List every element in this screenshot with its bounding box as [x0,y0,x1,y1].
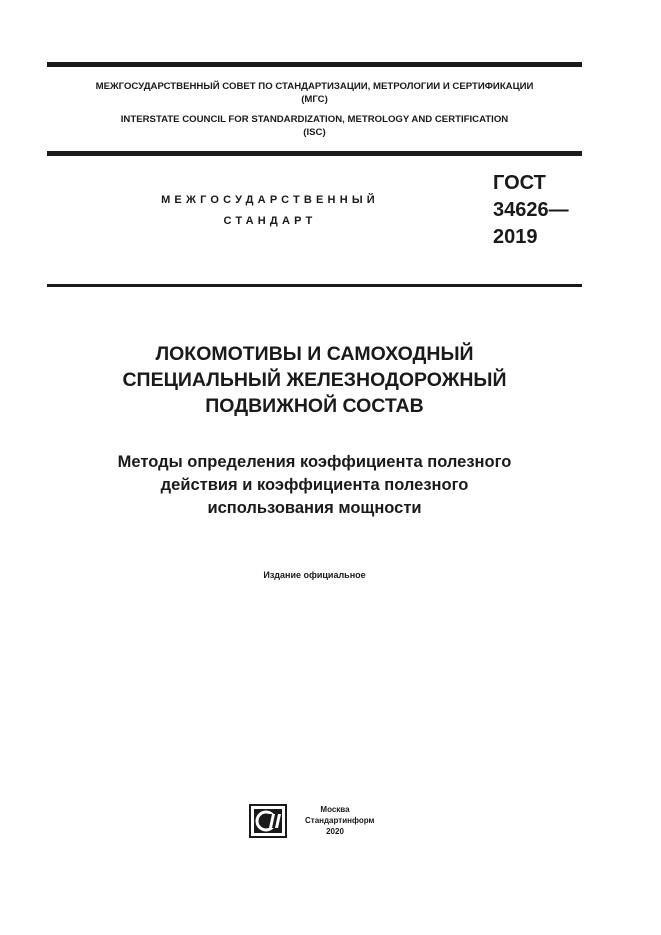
subtitle-line1: Методы определения коэффициента полезного [117,453,512,471]
gost-year: 2019 [493,226,538,248]
gost-label: ГОСТ [493,172,546,194]
standartinform-logo-icon [249,804,287,838]
title-line2: СПЕЦИАЛЬНЫЙ ЖЕЛЕЗНОДОРОЖНЫЙ [122,369,507,391]
edition-note: Издание официальное [263,570,366,580]
top-thick-rule [47,62,582,67]
gost-designation [493,170,569,251]
council-name-ru-line: МЕЖГОСУДАРСТВЕННЫЙ СОВЕТ ПО СТАНДАРТИЗАЦИИ, МЕТРОЛОГИИ И СЕРТИФИКАЦИИ [95,81,534,92]
document-title [47,341,582,419]
council-name-ru [47,80,582,106]
second-thick-rule [47,151,582,156]
gost-number: 34626— [493,199,569,221]
standard-type [120,190,420,232]
third-rule [47,284,582,287]
council-abbr-ru: (МГС) [301,94,328,105]
standard-type-line1: МЕЖГОСУДАРСТВЕННЫЙ [161,194,379,206]
standard-type-line2: СТАНДАРТ [223,215,317,227]
council-name-en-line: INTERSTATE COUNCIL FOR STANDARDIZATION, METROLOGY AND CERTIFICATION [120,114,509,125]
imprint [305,804,375,837]
council-abbr-en: (ISC) [303,127,326,138]
subtitle-line2: действия и коэффициента полезного [160,476,469,494]
title-line1: ЛОКОМОТИВЫ И САМОХОДНЫЙ [155,343,474,365]
imprint-publisher: Стандартинформ [305,816,375,825]
title-line3: ПОДВИЖНОЙ СОСТАВ [205,395,424,417]
council-name-en [47,113,582,139]
imprint-year: 2020 [326,827,344,836]
subtitle-line3: использования мощности [207,499,422,517]
imprint-city: Москва [320,805,350,814]
document-subtitle [47,451,582,520]
